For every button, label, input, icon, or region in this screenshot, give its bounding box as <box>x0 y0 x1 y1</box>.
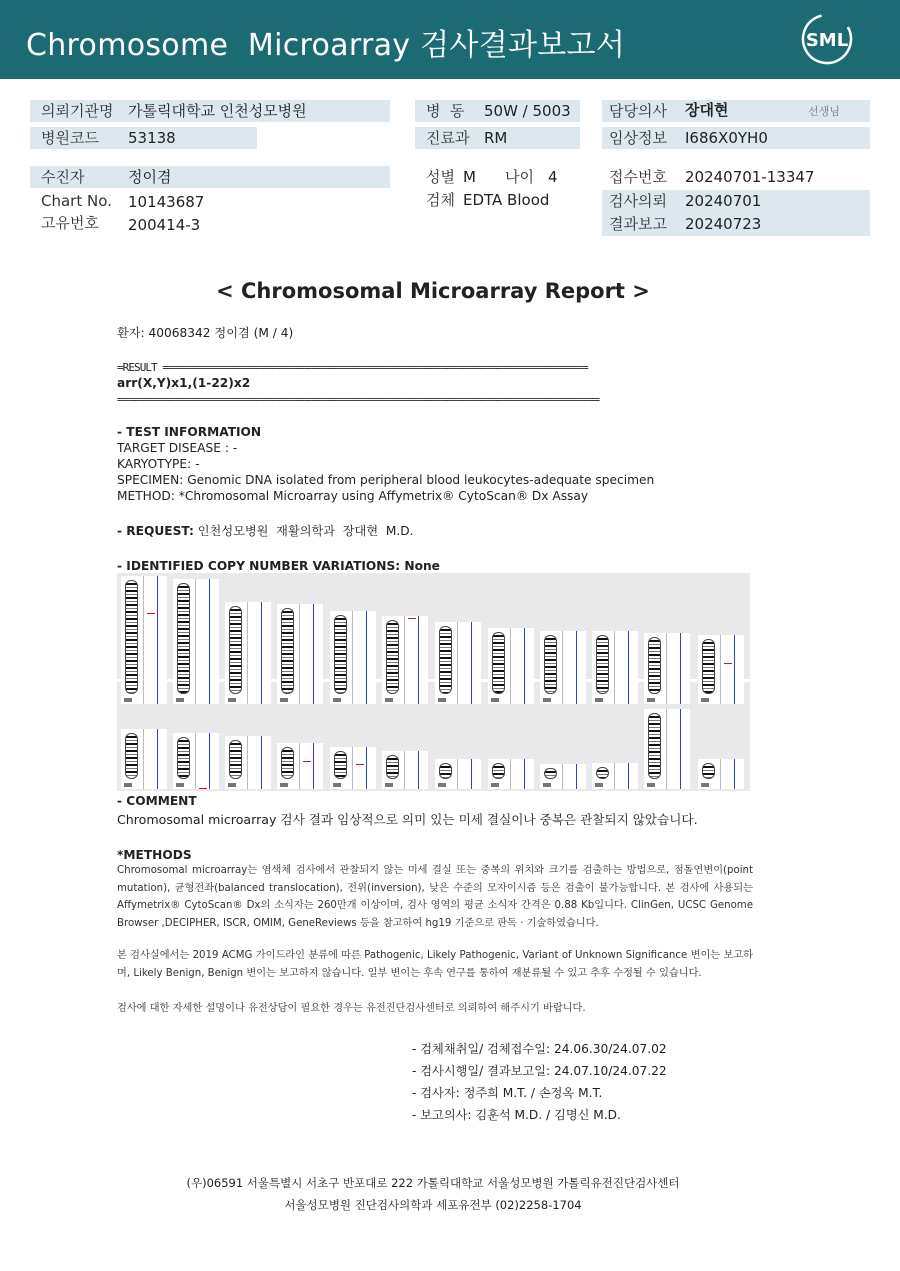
chromosome-bands <box>386 620 399 694</box>
chromosome-tag <box>701 698 709 702</box>
karyotype: KARYOTYPE: - <box>117 457 200 471</box>
copy-number-line <box>157 729 158 789</box>
request-line <box>117 524 414 539</box>
copy-number-line <box>418 751 419 789</box>
patient-line: 환자: 40068342 정이겸 (M / 4) <box>117 326 294 340</box>
baseline-line <box>195 733 196 789</box>
specimen-line: SPECIMEN: Genomic DNA isolated from peripheral blood leukocytes-adequate specimen <box>117 473 655 487</box>
comment-heading: - COMMENT <box>117 794 197 808</box>
clinical-value: I686X0YH0 <box>685 129 768 147</box>
chromosome-bands <box>544 635 557 694</box>
baseline-line <box>404 751 405 789</box>
chromosome-tag <box>647 698 655 702</box>
chromosome-tag <box>543 698 551 702</box>
unique-value: 200414-3 <box>128 216 201 234</box>
karyogram <box>117 573 750 791</box>
probe-marker <box>199 788 207 789</box>
chromosome-bands <box>334 615 347 694</box>
result-value: arr(X,Y)x1,(1-22)x2 <box>117 376 251 390</box>
chromosome-tag <box>176 698 184 702</box>
chromosome-tag <box>595 783 603 787</box>
report-date-label: 결과보고 <box>609 215 667 233</box>
institution-label: 의뢰기관명 <box>41 102 114 120</box>
chromosome-tag <box>333 783 341 787</box>
chromosome-bands <box>648 637 661 694</box>
chromosome-bands <box>177 583 190 694</box>
chromosome-tag <box>385 698 393 702</box>
methods-paragraph-2: 본 검사실에서는 2019 ACMG 가이드라인 분류에 따른 Pathogenic, Likely Pathogenic, Variant of Unknown Significance 변이는 보고하며, Likely Benign, Benign 변이는 보고하지 않습니다. 일부 변이는 후속 연구를 통하여 재분류될 수 있고 추후 수정될 수 있습니다. <box>117 950 753 979</box>
baseline-line <box>352 747 353 789</box>
chromosome-bands <box>281 747 294 779</box>
chromosome-tag <box>228 698 236 702</box>
copy-number-line <box>209 579 210 704</box>
chromosome-tag <box>491 783 499 787</box>
result-rule-bottom: ===================================================================================== <box>117 393 600 406</box>
methods-paragraph-3: 검사에 대한 자세한 설명이나 유전상담이 필요한 경우는 유전진단검사센터로 의뢰하여 해주시기 바랍니다. <box>117 1003 586 1014</box>
chromosome-bands <box>648 713 661 779</box>
footer-department: 서울성모병원 진단검사의학과 세포유전부 (02)2258-1704 <box>284 1198 582 1212</box>
footer-address: (우)06591 서울특별시 서초구 반포대로 222 가톨릭대학교 서울성모병원 가톨릭유전진단검사센터 <box>186 1176 680 1190</box>
methods-paragraph-1: Chromosomal microarray는 염색체 검사에서 관찰되지 않는 미세 결실 또는 중복의 위치와 크기를 검출하는 방법으로, 점돌연변이(point mutation), 균형전좌(balanced translocation), 전위(inversion), 낮은 수준의 모자이시즘 등은 검출이 불가능합니다. 본 검사에 사용되는 Affymetrix® CytoScan® Dx의 소식자는 260만개 이상이며, 검사 영역의 평균 소식자 간격은 0.88 Kb입니다. ClinGen, UCSC Genome Browser ,DECIPHER, ISCR, OMIM, GeneReviews 등을 참고하여 hg19 기준으로 판독 · 기술하였습니다. <box>117 865 753 929</box>
chromosome-bands <box>125 580 138 694</box>
patient-value: 정이겸 <box>128 168 172 186</box>
copy-number-line <box>628 631 629 704</box>
baseline-line <box>562 631 563 704</box>
copy-number-line <box>524 759 525 789</box>
specimen-label: 검체 <box>426 191 455 209</box>
dept-label: 진료과 <box>426 129 470 147</box>
reception-label: 접수번호 <box>609 168 667 186</box>
baseline-line <box>562 764 563 789</box>
chromosome-bands <box>544 768 557 779</box>
probe-marker <box>408 618 416 619</box>
chromosome-bands <box>439 626 452 694</box>
request-heading: - REQUEST: <box>117 524 194 538</box>
copy-number-line <box>576 631 577 704</box>
chromosome-tag <box>438 783 446 787</box>
chromosome-tag <box>124 698 132 702</box>
baseline-line <box>143 576 144 704</box>
method-line: METHOD: *Chromosomal Microarray using Affymetrix® CytoScan® Dx Assay <box>117 489 589 503</box>
chromosome-bands <box>492 632 505 694</box>
chromosome-bands <box>177 737 190 779</box>
chromosome-tag <box>385 783 393 787</box>
report-header-title: Chromosome Microarray 검사결과보고서 <box>26 28 626 63</box>
copy-number-line <box>734 759 735 789</box>
patient-label: 수진자 <box>41 168 85 186</box>
chromosome-bands <box>386 755 399 779</box>
chromosome-bands <box>596 767 609 779</box>
copy-number-line <box>576 764 577 789</box>
chromosome-tag <box>647 783 655 787</box>
sml-logo-text: SML <box>805 30 849 51</box>
age-value: 4 <box>548 168 558 186</box>
chromosome-tag <box>491 698 499 702</box>
chromosome-tag <box>701 783 709 787</box>
report-title: < Chromosomal Microarray Report > <box>216 279 650 303</box>
copy-number-line <box>524 628 525 704</box>
baseline-line <box>299 604 300 704</box>
chromosome-bands <box>439 763 452 779</box>
baseline-line <box>614 631 615 704</box>
clinical-label: 임상정보 <box>609 129 667 147</box>
baseline-line <box>404 616 405 704</box>
ward-label: 병 동 <box>426 102 465 120</box>
copy-number-line <box>313 604 314 704</box>
chromosome-bands <box>702 639 715 694</box>
chromosome-tag <box>543 783 551 787</box>
baseline-line <box>510 628 511 704</box>
unique-label: 고유번호 <box>41 214 99 232</box>
chromosome-tag <box>595 698 603 702</box>
hospital-code-value: 53138 <box>128 129 176 147</box>
copy-number-line <box>313 743 314 789</box>
doctor-label: 담당의사 <box>609 102 667 120</box>
chromosome-tag <box>228 783 236 787</box>
chart-value: 10143687 <box>128 193 205 211</box>
probe-marker <box>356 764 364 765</box>
baseline-line <box>510 759 511 789</box>
baseline-line <box>352 611 353 704</box>
baseline-line <box>457 759 458 789</box>
chromosome-bands <box>125 733 138 779</box>
chromosome-tag <box>124 783 132 787</box>
copy-number-line <box>366 747 367 789</box>
probe-marker <box>724 663 732 664</box>
baseline-line <box>666 709 667 789</box>
chromosome-bands <box>702 763 715 779</box>
signoff-physicians: - 보고의사: 김훈석 M.D. / 김명신 M.D. <box>412 1108 621 1122</box>
baseline-line <box>143 729 144 789</box>
institution-value: 가톨릭대학교 인천성모병원 <box>128 102 307 120</box>
signoff-test-dates: - 검사시행일/ 결과보고일: 24.07.10/24.07.22 <box>412 1064 667 1078</box>
copy-number-line <box>209 733 210 789</box>
copy-number-line <box>366 611 367 704</box>
baseline-line <box>247 602 248 704</box>
chromosome-tag <box>280 783 288 787</box>
request-date-value: 20240701 <box>685 192 762 210</box>
baseline-line <box>720 635 721 704</box>
request-date-label: 검사의뢰 <box>609 192 667 210</box>
methods-heading: *METHODS <box>117 848 192 862</box>
dept-value: RM <box>484 129 508 147</box>
chromosome-bands <box>281 608 294 694</box>
baseline-line <box>666 633 667 704</box>
signoff-technicians: - 검사자: 정주희 M.T. / 손정옥 M.T. <box>412 1086 603 1100</box>
doctor-value: 장대현 <box>685 101 729 119</box>
baseline-line <box>614 763 615 789</box>
result-rule-top: =RESULT =========================================================================== <box>117 361 588 374</box>
reception-value: 20240701-13347 <box>685 168 815 186</box>
doctor-suffix: 선생님 <box>808 105 840 118</box>
age-label: 나이 <box>505 168 534 186</box>
ward-value: 50W / 5003 <box>484 102 571 120</box>
chromosome-bands <box>334 751 347 779</box>
request-value: 인천성모병원 재활의학과 장대현 M.D. <box>193 524 414 538</box>
cnv-heading: - IDENTIFIED COPY NUMBER VARIATIONS: None <box>117 559 440 573</box>
copy-number-line <box>628 763 629 789</box>
signoff-sample-dates: - 검체채취일/ 검체접수일: 24.06.30/24.07.02 <box>412 1042 667 1056</box>
probe-marker <box>147 613 155 614</box>
chart-label: Chart No. <box>41 192 112 210</box>
report-header <box>0 0 900 79</box>
copy-number-line <box>261 602 262 704</box>
copy-number-line <box>680 633 681 704</box>
chromosome-bands <box>229 740 242 779</box>
baseline-line <box>299 743 300 789</box>
chromosome-bands <box>596 635 609 694</box>
chromosome-tag <box>176 783 184 787</box>
comment-text: Chromosomal microarray 검사 결과 임상적으로 의미 있는 미세 결실이나 중복은 관찰되지 않았습니다. <box>117 812 698 827</box>
copy-number-line <box>734 635 735 704</box>
baseline-line <box>195 579 196 704</box>
baseline-line <box>247 736 248 789</box>
specimen-value: EDTA Blood <box>463 191 550 209</box>
sex-value: M <box>463 168 476 186</box>
chromosome-bands <box>492 763 505 779</box>
chromosome-bands <box>229 606 242 694</box>
chromosome-tag <box>333 698 341 702</box>
chromosome-tag <box>438 698 446 702</box>
copy-number-line <box>680 709 681 789</box>
copy-number-line <box>157 576 158 704</box>
hospital-code-label: 병원코드 <box>41 129 99 147</box>
baseline-line <box>720 759 721 789</box>
copy-number-line <box>418 616 419 704</box>
copy-number-line <box>261 736 262 789</box>
target-disease: TARGET DISEASE : - <box>117 441 238 455</box>
baseline-line <box>457 622 458 704</box>
copy-number-line <box>471 759 472 789</box>
report-date-value: 20240723 <box>685 215 762 233</box>
test-info-heading: - TEST INFORMATION <box>117 425 262 439</box>
copy-number-line <box>471 622 472 704</box>
sml-logo <box>800 12 854 66</box>
sex-label: 성별 <box>426 168 455 186</box>
chromosome-tag <box>280 698 288 702</box>
probe-marker <box>303 761 311 762</box>
